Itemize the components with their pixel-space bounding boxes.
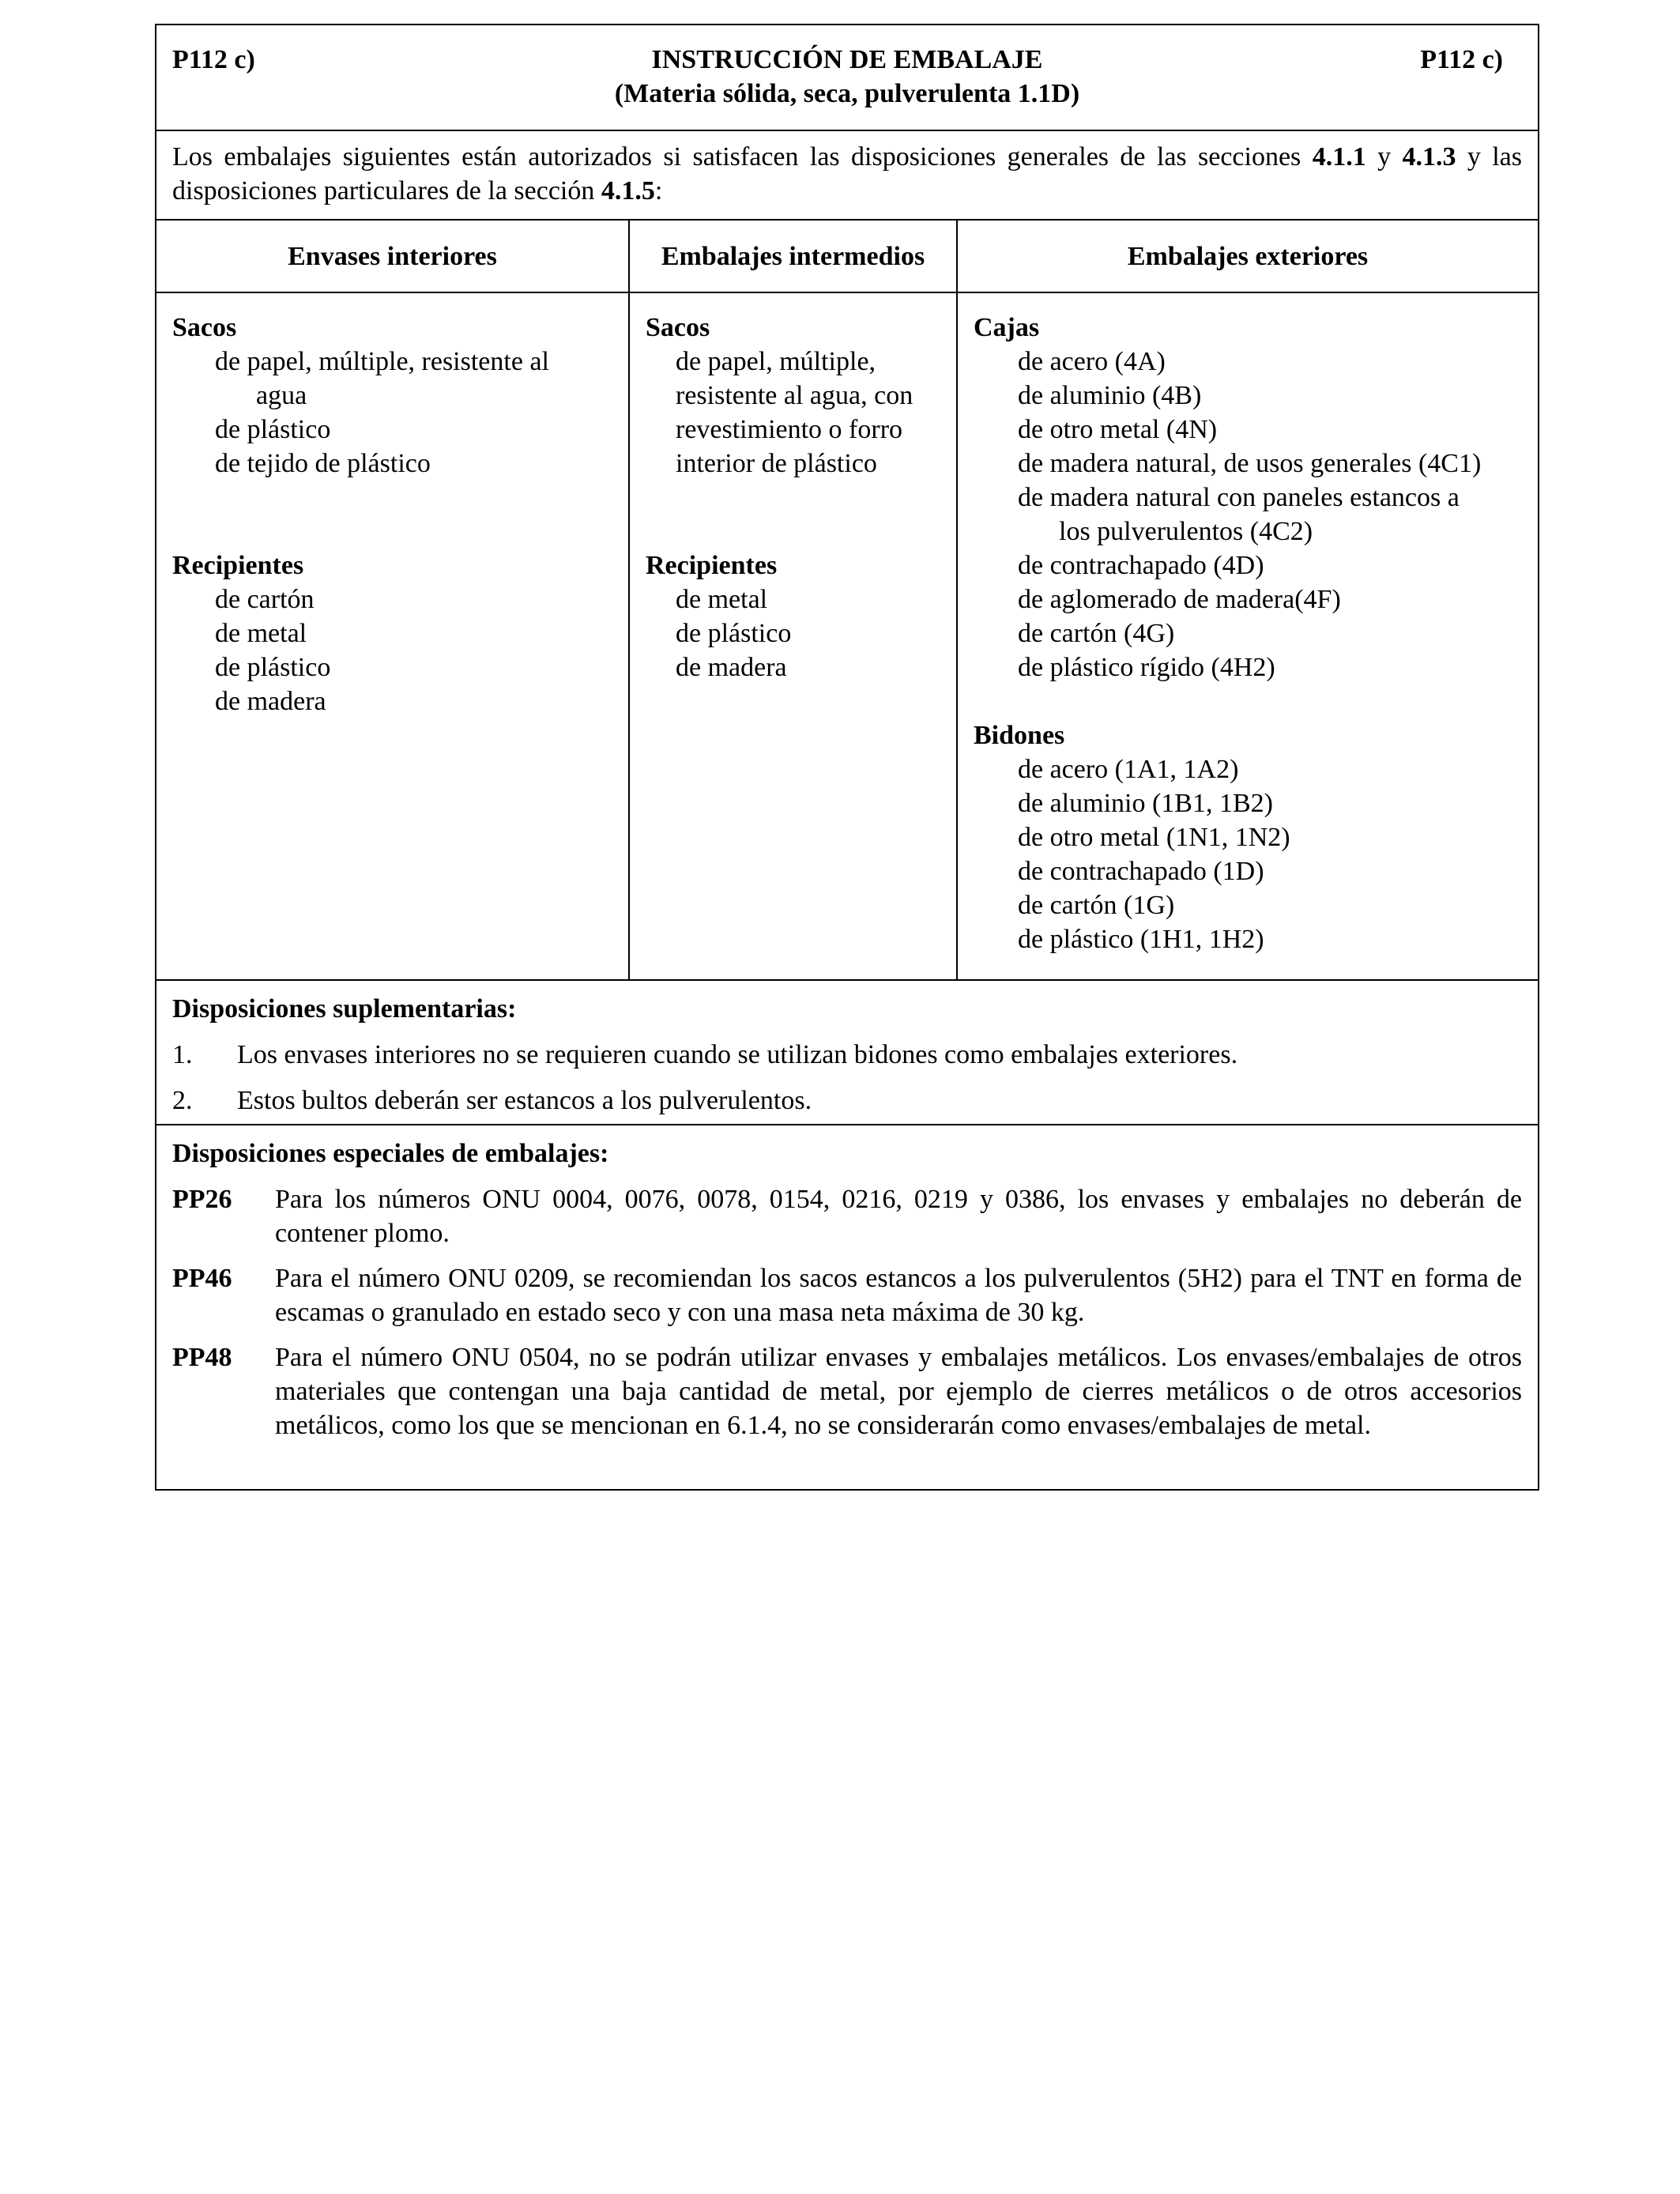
list-item-continuation: agua bbox=[256, 381, 307, 410]
provision-code: PP48 bbox=[172, 1343, 232, 1372]
provision-text: Para el número ONU 0504, no se podrán utilizar envases y embalajes metálicos. Los envases/embalajes de otros materiales que contengan una baja cantidad de metal, por ejemplo de cierres metálicos o de otros accesorios metálicos, como los que se mencionan en 6.1.4, no se considerarán como envases/embalajes de metal. bbox=[275, 1343, 1522, 1440]
table-header bbox=[156, 25, 1538, 131]
instruction-code-left: P112 c) bbox=[172, 45, 255, 74]
list-item: de madera bbox=[215, 687, 326, 716]
provision-text: Para el número ONU 0209, se recomiendan los sacos estancos a los pulverulentos (5H2) para el TNT en forma de escamas o granulado en estado seco y con una masa neta máxima de 30 kg. bbox=[275, 1264, 1522, 1327]
list-item: de otro metal (4N) bbox=[1018, 415, 1218, 444]
list-item: de aluminio (1B1, 1B2) bbox=[1018, 789, 1273, 818]
item-text: Estos bultos deberán ser estancos a los pulverulentos. bbox=[237, 1086, 812, 1115]
special-provisions-title: Disposiciones especiales de embalajes: bbox=[172, 1139, 609, 1168]
provision-code: PP46 bbox=[172, 1264, 232, 1293]
outer-bidones-title: Bidones bbox=[974, 721, 1065, 750]
intro-section-ref-2: 4.1.3 bbox=[1402, 142, 1456, 172]
column-header-intermediate: Embalajes intermedios bbox=[630, 221, 958, 292]
list-item: de plástico (1H1, 1H2) bbox=[1018, 925, 1264, 954]
column-header-outer: Embalajes exteriores bbox=[1127, 241, 1369, 271]
provision-text: Para los números ONU 0004, 0076, 0078, 0154, 0216, 0219 y 0386, los envases y embalajes no deberán de contener plomo. bbox=[275, 1185, 1522, 1248]
intro-paragraph bbox=[172, 140, 1522, 208]
instruction-subtitle: (Materia sólida, seca, pulverulenta 1.1D) bbox=[614, 79, 1080, 108]
instruction-title: INSTRUCCIÓN DE EMBALAJE bbox=[651, 45, 1043, 74]
list-item: de cartón (1G) bbox=[1018, 891, 1175, 920]
list-item: de papel, múltiple, bbox=[676, 347, 876, 376]
special-packing-provisions bbox=[156, 1125, 1538, 1489]
list-item: de aluminio (4B) bbox=[1018, 381, 1202, 410]
inner-sacos-title: Sacos bbox=[172, 313, 237, 342]
inner-recipientes-title: Recipientes bbox=[172, 551, 304, 580]
list-item: resistente al agua, con bbox=[676, 381, 913, 410]
provision-pp26 bbox=[172, 1182, 1522, 1250]
intermediate-packagings-cell bbox=[630, 293, 958, 979]
packaging-columns bbox=[156, 293, 1538, 981]
list-item: de otro metal (1N1, 1N2) bbox=[1018, 823, 1290, 852]
list-item: de contrachapado (4D) bbox=[1018, 551, 1264, 580]
outer-packagings-cell bbox=[958, 293, 1538, 979]
list-item: de cartón bbox=[215, 585, 315, 614]
column-header-inner: Envases interiores bbox=[156, 221, 630, 292]
intro-text-2: y bbox=[1365, 142, 1403, 172]
list-item: de contrachapado (1D) bbox=[1018, 857, 1264, 886]
list-item: de acero (1A1, 1A2) bbox=[1018, 755, 1239, 784]
provision-pp48 bbox=[172, 1340, 1522, 1442]
intro-row bbox=[156, 131, 1538, 221]
list-item: de metal bbox=[215, 619, 307, 648]
intro-text-1: Los embalajes siguientes están autorizados si satisfacen las disposiciones generales de las secciones bbox=[172, 142, 1313, 172]
intro-text-3: y las disposiciones particulares de la sección bbox=[172, 142, 1523, 205]
list-item: de plástico rígido (4H2) bbox=[1018, 653, 1275, 682]
list-item: de metal bbox=[676, 585, 768, 614]
list-item: de madera bbox=[676, 653, 787, 682]
instruction-code-right: P112 c) bbox=[1420, 45, 1503, 74]
list-item: de plástico bbox=[215, 653, 331, 682]
item-number: 1. bbox=[172, 1040, 193, 1069]
supplementary-provisions bbox=[156, 981, 1538, 1125]
intro-section-ref-1: 4.1.1 bbox=[1312, 142, 1366, 172]
list-item bbox=[172, 345, 628, 413]
column-headers bbox=[156, 221, 1538, 293]
intro-text-4: : bbox=[654, 176, 663, 205]
packing-instruction-table bbox=[155, 24, 1539, 1491]
list-item-continuation: los pulverulentos (4C2) bbox=[1059, 517, 1313, 546]
inner-packagings-cell bbox=[156, 293, 630, 979]
item-text: Los envases interiores no se requieren cuando se utilizan bidones como embalajes exteriores. bbox=[237, 1040, 1238, 1069]
provision-code: PP26 bbox=[172, 1185, 232, 1214]
supplementary-title: Disposiciones suplementarias: bbox=[172, 994, 517, 1023]
outer-cajas-title: Cajas bbox=[974, 313, 1040, 342]
intro-section-ref-3: 4.1.5 bbox=[601, 176, 655, 205]
list-item: de madera natural, de usos generales (4C1) bbox=[1018, 449, 1482, 478]
list-item: de cartón (4G) bbox=[1018, 619, 1175, 648]
provision-pp46 bbox=[172, 1261, 1522, 1329]
list-item: interior de plástico bbox=[676, 449, 877, 478]
intermediate-sacos-title: Sacos bbox=[646, 313, 710, 342]
list-item: de plástico bbox=[215, 415, 331, 444]
list-item: de acero (4A) bbox=[1018, 347, 1166, 376]
list-item: de aglomerado de madera(4F) bbox=[1018, 585, 1341, 614]
list-item: de madera natural con paneles estancos a bbox=[1018, 483, 1460, 512]
list-item-text: de papel, múltiple, resistente al bbox=[215, 347, 549, 376]
intermediate-recipientes-title: Recipientes bbox=[646, 551, 778, 580]
list-item: de plástico bbox=[676, 619, 792, 648]
list-item: revestimiento o forro bbox=[676, 415, 903, 444]
list-item: de tejido de plástico bbox=[215, 449, 431, 478]
item-number: 2. bbox=[172, 1086, 193, 1115]
